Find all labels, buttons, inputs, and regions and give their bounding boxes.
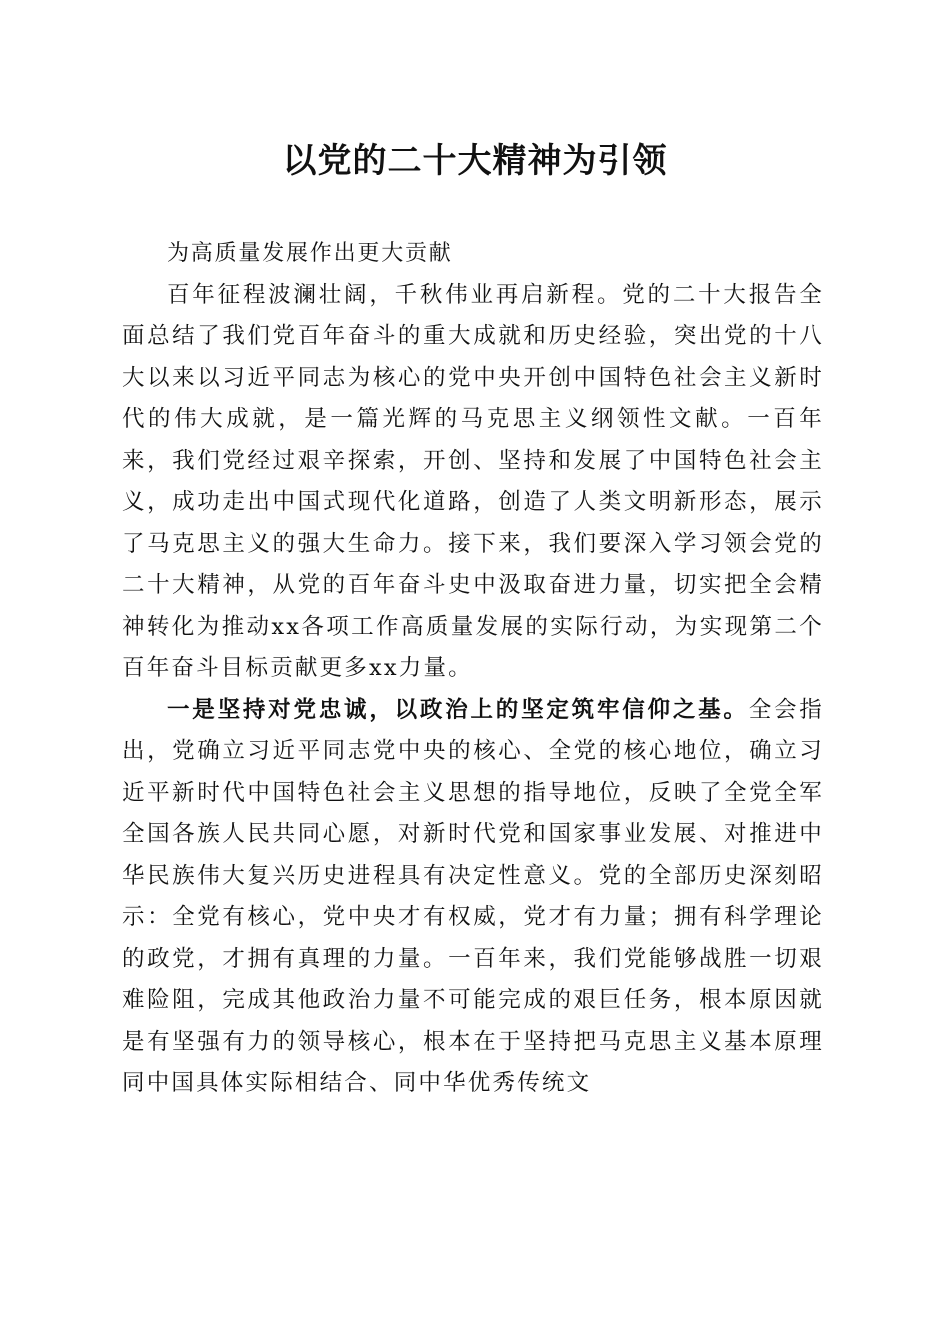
paragraph-point-one-lead: 一是坚持对党忠诚，以政治上的坚定筑牢信仰之基。 [167, 696, 749, 723]
document-title: 以党的二十大精神为引领 [282, 141, 668, 181]
paragraph-intro: 百年征程波澜壮阔，千秋伟业再启新程。党的二十大报告全面总结了我们党百年奋斗的重大成就和历史经验，突出党的十八大以来以习近平同志为核心的党中央开创中国特色社会主义新时代的伟大成就，是一篇光辉的马克思主义纲领性文献。一百年来，我们党经过艰辛探索，开创、坚持和发展了中国特色社会主义，成功走出中国式现代化道路，创造了人类文明新形态，展示了马克思主义的强大生命力。接下来，我们要深入学习领会党的二十大精神，从党的百年奋斗史中汲取奋进力量，切实把全会精神转化为推动xx各项工作高质量发展的实际行动，为实现第二个百年奋斗目标贡献更多xx力量。 [122, 281, 824, 681]
paragraph-point-one-body: 全会指出，党确立习近平同志党中央的核心、全党的核心地位，确立习近平新时代中国特色社会主义思想的指导地位，反映了全党全军全国各族人民共同心愿，对新时代党和国家事业发展、对推进中华民族伟大复兴历史进程具有决定性意义。党的全部历史深刻昭示：全党有核心，党中央才有权威，党才有力量；拥有科学理论的政党，才拥有真理的力量。一百年来，我们党能够战胜一切艰难险阻，完成其他政治力量不可能完成的艰巨任务，根本原因就是有坚强有力的领导核心，根本在于坚持把马克思主义基本原理同中国具体实际相结合、同中华优秀传统文 [122, 696, 824, 1096]
document-body [122, 233, 824, 1105]
paragraph-point-one [122, 690, 824, 1105]
document-subtitle: 为高质量发展作出更大贡献 [167, 241, 453, 266]
